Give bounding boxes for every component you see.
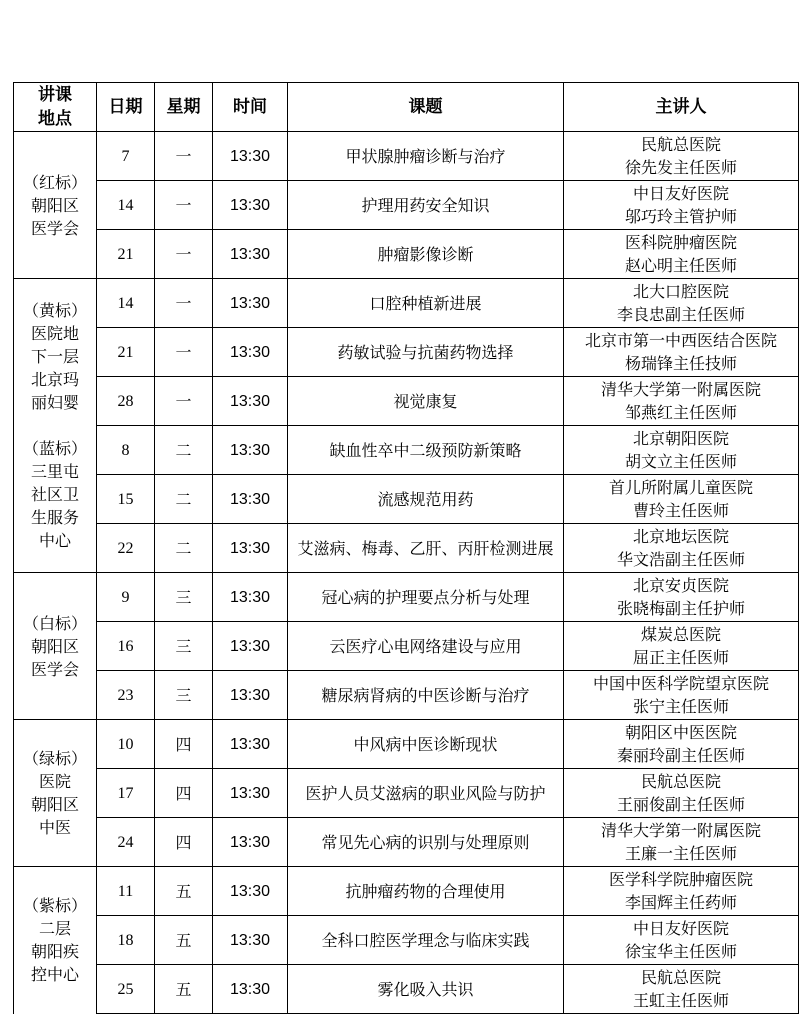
speaker-cell <box>564 818 799 867</box>
table-row <box>14 524 799 573</box>
time-cell: 13:30 <box>213 279 288 328</box>
speaker-cell <box>564 524 799 573</box>
table-row <box>14 475 799 524</box>
weekday-cell: 一 <box>155 377 213 426</box>
venue-line: 朝阳区 <box>30 195 79 215</box>
venue-line: （黄标） <box>22 301 87 320</box>
speaker-cell <box>564 671 799 720</box>
venue-line: 丽妇婴 <box>30 393 79 412</box>
table-row <box>14 965 799 1014</box>
weekday-cell: 三 <box>155 622 213 671</box>
venue-cell <box>14 573 97 720</box>
speaker-hospital: 北京市第一中西医结合医院 <box>584 331 777 350</box>
venue-line <box>16 414 94 437</box>
weekday-cell: 五 <box>155 867 213 916</box>
speaker-name: 王丽俊副主任医师 <box>616 795 745 814</box>
venue-line: 朝阳疾 <box>30 942 79 962</box>
time-cell: 13:30 <box>213 965 288 1014</box>
topic-cell: 药敏试验与抗菌药物选择 <box>288 328 564 377</box>
speaker-name: 胡文立主任医师 <box>624 452 737 471</box>
speaker-hospital: 清华大学第一附属医院 <box>600 380 761 399</box>
speaker-name: 杨瑞锋主任技师 <box>624 354 737 373</box>
weekday-cell: 一 <box>155 181 213 230</box>
date-cell: 24 <box>97 818 155 867</box>
speaker-name: 王虹主任医师 <box>632 991 729 1010</box>
time-cell: 13:30 <box>213 867 288 916</box>
speaker-hospital: 医学科学院肿瘤医院 <box>608 870 753 889</box>
speaker-hospital: 民航总医院 <box>640 772 721 791</box>
venue-line: （蓝标） <box>22 439 87 458</box>
venue-line: 三里屯 <box>30 462 79 481</box>
topic-cell: 护理用药安全知识 <box>288 181 564 230</box>
weekday-cell: 三 <box>155 573 213 622</box>
lecture-schedule-table <box>13 82 799 1014</box>
time-cell: 13:30 <box>213 524 288 573</box>
speaker-hospital: 中国中医科学院望京医院 <box>592 674 769 693</box>
weekday-cell: 五 <box>155 916 213 965</box>
venue-line: （紫标） <box>22 896 87 916</box>
time-cell: 13:30 <box>213 769 288 818</box>
speaker-hospital: 民航总医院 <box>640 135 721 154</box>
venue-line: 中医 <box>38 818 71 837</box>
speaker-name: 曹玲主任医师 <box>632 501 729 520</box>
speaker-hospital: 中日友好医院 <box>632 919 729 938</box>
speaker-hospital: 民航总医院 <box>640 968 721 987</box>
table-row <box>14 279 799 328</box>
header-row <box>14 83 799 132</box>
speaker-cell <box>564 230 799 279</box>
topic-cell: 全科口腔医学理念与临床实践 <box>288 916 564 965</box>
speaker-cell <box>564 279 799 328</box>
speaker-hospital: 朝阳区中医医院 <box>624 723 737 742</box>
speaker-cell <box>564 916 799 965</box>
venue-line: 医学会 <box>30 218 79 238</box>
speaker-cell <box>564 426 799 475</box>
weekday-cell: 一 <box>155 132 213 181</box>
venue-cell <box>14 279 97 573</box>
time-cell: 13:30 <box>213 132 288 181</box>
topic-cell: 云医疗心电网络建设与应用 <box>288 622 564 671</box>
venue-line: 生服务 <box>30 508 79 527</box>
header-date: 日期 <box>97 83 155 132</box>
time-cell: 13:30 <box>213 916 288 965</box>
topic-cell: 糖尿病肾病的中医诊断与治疗 <box>288 671 564 720</box>
speaker-hospital: 中日友好医院 <box>632 184 729 203</box>
topic-cell: 中风病中医诊断现状 <box>288 720 564 769</box>
venue-line: （绿标） <box>22 749 87 768</box>
weekday-cell: 四 <box>155 769 213 818</box>
venue-line: 中心 <box>38 531 71 550</box>
time-cell: 13:30 <box>213 720 288 769</box>
speaker-name: 张宁主任医师 <box>632 697 729 716</box>
speaker-name: 张晓梅副主任护师 <box>616 599 745 618</box>
header-weekday: 星期 <box>155 83 213 132</box>
speaker-hospital: 首儿所附属儿童医院 <box>608 478 753 497</box>
topic-cell: 冠心病的护理要点分析与处理 <box>288 573 564 622</box>
speaker-cell <box>564 181 799 230</box>
time-cell: 13:30 <box>213 328 288 377</box>
speaker-hospital: 北大口腔医院 <box>632 282 729 301</box>
table-row <box>14 720 799 769</box>
venue-line: 社区卫 <box>30 485 79 504</box>
speaker-name: 屈正主任医师 <box>632 648 729 667</box>
topic-cell: 视觉康复 <box>288 377 564 426</box>
venue-line: （红标） <box>22 172 87 192</box>
topic-cell: 口腔种植新进展 <box>288 279 564 328</box>
speaker-cell <box>564 573 799 622</box>
speaker-hospital: 医科院肿瘤医院 <box>624 233 737 252</box>
date-cell: 9 <box>97 573 155 622</box>
header-time: 时间 <box>213 83 288 132</box>
table-row <box>14 818 799 867</box>
table-row <box>14 916 799 965</box>
weekday-cell: 二 <box>155 426 213 475</box>
topic-cell: 医护人员艾滋病的职业风险与防护 <box>288 769 564 818</box>
venue-line: 朝阳区 <box>30 636 79 656</box>
time-cell: 13:30 <box>213 671 288 720</box>
time-cell: 13:30 <box>213 426 288 475</box>
venue-line: （白标） <box>22 613 87 633</box>
header-venue-line2: 地点 <box>38 109 72 129</box>
table-row <box>14 622 799 671</box>
header-topic: 课题 <box>288 83 564 132</box>
speaker-hospital: 北京朝阳医院 <box>632 429 729 448</box>
date-cell: 7 <box>97 132 155 181</box>
speaker-name: 徐宝华主任医师 <box>624 942 737 961</box>
speaker-cell <box>564 328 799 377</box>
venue-cell <box>14 867 97 1014</box>
time-cell: 13:30 <box>213 818 288 867</box>
table-row <box>14 377 799 426</box>
header-venue-line1: 讲课 <box>38 85 72 105</box>
weekday-cell: 一 <box>155 230 213 279</box>
speaker-name: 徐先发主任医师 <box>624 158 737 177</box>
date-cell: 8 <box>97 426 155 475</box>
time-cell: 13:30 <box>213 230 288 279</box>
time-cell: 13:30 <box>213 377 288 426</box>
header-speaker: 主讲人 <box>564 83 799 132</box>
topic-cell: 甲状腺肿瘤诊断与治疗 <box>288 132 564 181</box>
speaker-name: 秦丽玲副主任医师 <box>616 746 745 765</box>
table-row <box>14 181 799 230</box>
time-cell: 13:30 <box>213 622 288 671</box>
date-cell: 10 <box>97 720 155 769</box>
time-cell: 13:30 <box>213 181 288 230</box>
weekday-cell: 二 <box>155 475 213 524</box>
weekday-cell: 四 <box>155 818 213 867</box>
venue-line: 下一层 <box>30 347 79 366</box>
weekday-cell: 一 <box>155 328 213 377</box>
speaker-cell <box>564 132 799 181</box>
topic-cell: 缺血性卒中二级预防新策略 <box>288 426 564 475</box>
date-cell: 14 <box>97 279 155 328</box>
date-cell: 18 <box>97 916 155 965</box>
date-cell: 22 <box>97 524 155 573</box>
venue-line: 医院 <box>38 772 71 791</box>
speaker-name: 邹燕红主任医师 <box>624 403 737 422</box>
speaker-hospital: 北京地坛医院 <box>632 527 729 546</box>
topic-cell: 抗肿瘤药物的合理使用 <box>288 867 564 916</box>
venue-cell <box>14 720 97 867</box>
speaker-hospital: 北京安贞医院 <box>632 576 729 595</box>
venue-line: 朝阳区 <box>30 795 79 814</box>
topic-cell: 肿瘤影像诊断 <box>288 230 564 279</box>
date-cell: 17 <box>97 769 155 818</box>
topic-cell: 流感规范用药 <box>288 475 564 524</box>
weekday-cell: 五 <box>155 965 213 1014</box>
date-cell: 23 <box>97 671 155 720</box>
speaker-cell <box>564 965 799 1014</box>
venue-cell <box>14 132 97 279</box>
venue-line: 医院地 <box>30 324 79 343</box>
weekday-cell: 二 <box>155 524 213 573</box>
speaker-hospital: 清华大学第一附属医院 <box>600 821 761 840</box>
table-row <box>14 426 799 475</box>
speaker-cell <box>564 720 799 769</box>
speaker-cell <box>564 377 799 426</box>
time-cell: 13:30 <box>213 573 288 622</box>
speaker-name: 李良忠副主任医师 <box>616 305 745 324</box>
speaker-name: 王廉一主任医师 <box>624 844 737 863</box>
table-row <box>14 132 799 181</box>
topic-cell: 雾化吸入共识 <box>288 965 564 1014</box>
date-cell: 11 <box>97 867 155 916</box>
venue-line: 北京玛 <box>30 370 79 389</box>
date-cell: 15 <box>97 475 155 524</box>
speaker-cell <box>564 475 799 524</box>
table-row <box>14 671 799 720</box>
speaker-hospital: 煤炭总医院 <box>640 625 721 644</box>
speaker-cell <box>564 769 799 818</box>
table-row <box>14 230 799 279</box>
venue-line: 控中心 <box>30 965 79 985</box>
speaker-name: 华文浩副主任医师 <box>616 550 745 569</box>
table-row <box>14 867 799 916</box>
schedule-body <box>14 132 799 1014</box>
date-cell: 25 <box>97 965 155 1014</box>
topic-cell: 艾滋病、梅毒、乙肝、丙肝检测进展 <box>288 524 564 573</box>
date-cell: 21 <box>97 230 155 279</box>
date-cell: 21 <box>97 328 155 377</box>
speaker-name: 李国辉主任药师 <box>624 893 737 912</box>
speaker-name: 邬巧玲主管护师 <box>624 207 737 226</box>
date-cell: 14 <box>97 181 155 230</box>
speaker-cell <box>564 867 799 916</box>
time-cell: 13:30 <box>213 475 288 524</box>
speaker-name: 赵心明主任医师 <box>624 256 737 275</box>
topic-cell: 常见先心病的识别与处理原则 <box>288 818 564 867</box>
table-row <box>14 573 799 622</box>
speaker-cell <box>564 622 799 671</box>
table-row <box>14 328 799 377</box>
header-venue <box>14 83 97 132</box>
weekday-cell: 一 <box>155 279 213 328</box>
weekday-cell: 三 <box>155 671 213 720</box>
date-cell: 28 <box>97 377 155 426</box>
venue-line: 医学会 <box>30 659 79 679</box>
venue-line: 二层 <box>38 919 71 939</box>
date-cell: 16 <box>97 622 155 671</box>
weekday-cell: 四 <box>155 720 213 769</box>
table-row <box>14 769 799 818</box>
